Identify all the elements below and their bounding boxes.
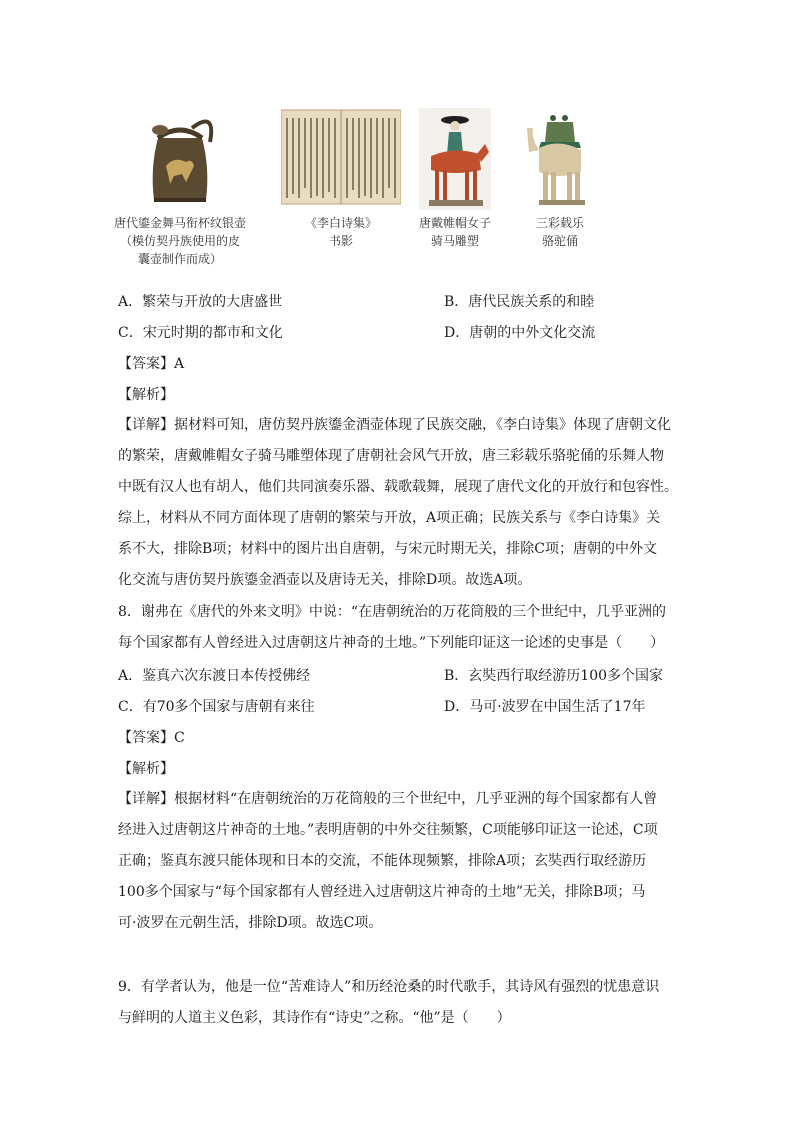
detail-line: 经进入过唐朝这片神奇的土地。”表明唐朝的中外交往频繁，C项能够印证这一论述，C项 [118,822,658,838]
detail-line: 化交流与唐仿契丹族鎏金酒壶以及唐诗无关，排除D项。故选A项。 [118,572,532,588]
q7-answer: 【答案】A [118,356,185,372]
q9-stem [118,972,678,1034]
detail-line: 100多个国家与“每个国家都有人曾经进入过唐朝这片神奇的土地”无关，排除B项；马 [118,884,646,900]
caption-line: 骑马雕塑 [430,234,479,248]
horse-rider-figurine-image [419,108,491,210]
q7-option-c: C．宋元时期的都市和文化 [118,325,283,341]
detail-line: 正确；鉴真东渡只能体现和日本的交流，不能体现频繁，排除A项；玄奘西行取经游历 [118,853,647,869]
stem-line: 每个国家都有人曾经进入过唐朝这片神奇的土地。”下列能印证这一论述的史事是（ ） [118,635,665,651]
q7-option-b: B．唐代民族关系的和睦 [444,294,595,310]
stem-line: 8．谢弗在《唐代的外来文明》中说：“在唐朝统治的万花筒般的三个世纪中，几乎亚洲的 [118,604,667,620]
detail-line: 【详解】据材料可知，唐仿契丹族鎏金酒壶体现了民族交融，《李白诗集》体现了唐朝文化 [118,417,671,433]
figure-caption [408,214,502,250]
q8-analysis-label: 【解析】 [118,761,174,777]
q7-options-row-1 [118,291,678,311]
caption-line: 骆驼俑 [541,234,578,248]
silver-flask-image [130,108,230,210]
poetry-book-image [281,108,401,210]
detail-line: 中既有汉人也有胡人，他们共同演奏乐器、载歌载舞，展现了唐代文化的开放行和包容性。 [118,479,678,495]
stem-line: 9．有学者认为，他是一位“苦难诗人”和历经沧桑的时代歌手，其诗风有强烈的忧患意识 [118,979,660,995]
caption-line: 囊壶制作而成） [137,252,222,266]
caption-line: 唐戴帷帽女子 [418,216,491,230]
q7-analysis-label: 【解析】 [118,387,174,403]
figure-row [100,108,620,278]
caption-line: （模仿契丹族使用的皮 [119,234,240,248]
detail-line: 可·波罗在元朝生活，排除D项。故选C项。 [118,915,383,931]
detail-line: 的繁荣，唐戴帷帽女子骑马雕塑体现了唐朝社会风气开放，唐三彩载乐骆驼俑的乐舞人物 [118,448,664,464]
detail-line: 系不大，排除B项；材料中的图片出自唐朝，与宋元时期无关，排除C项；唐朝的中外文 [118,541,657,557]
caption-line: 《李白诗集》 [304,216,377,230]
q8-answer: 【答案】C [118,730,185,746]
camel-figurine-image [525,108,595,210]
q8-stem [118,597,678,659]
q7-option-d: D．唐朝的中外文化交流 [444,325,596,341]
detail-line: 综上，材料从不同方面体现了唐朝的繁荣与开放，A项正确；民族关系与《李白诗集》关 [118,510,661,526]
caption-line: 唐代鎏金舞马衔杯纹银壶 [113,216,246,230]
q8-option-c: C．有70多个国家与唐朝有来往 [118,699,315,715]
figure-caption [504,214,616,250]
q8-option-d: D．马可·波罗在中国生活了17年 [444,699,646,715]
figure-caption [100,214,260,268]
caption-line: 三彩载乐 [535,216,584,230]
figure-horse-rider [408,108,502,250]
q8-option-a: A．鉴真六次东渡日本传授佛经 [118,668,311,684]
q8-options-row-1 [118,665,678,685]
q7-detail [118,410,678,596]
stem-line: 与鲜明的人道主义色彩，其诗作有“诗史”之称。“他”是（ ） [118,1010,511,1026]
figure-camel [504,108,616,250]
figure-poetry-book [276,108,406,250]
figure-caption [276,214,406,250]
caption-line: 书影 [328,234,353,248]
figure-silver-flask [100,108,260,268]
detail-line: 【详解】根据材料“在唐朝统治的万花筒般的三个世纪中，几乎亚洲的每个国家都有人曾 [118,791,658,807]
q8-detail [118,784,678,939]
q8-options-row-2 [118,696,678,716]
q8-option-b: B．玄奘西行取经游历100多个国家 [444,668,664,684]
q7-option-a: A．繁荣与开放的大唐盛世 [118,294,283,310]
q7-options-row-2 [118,322,678,342]
